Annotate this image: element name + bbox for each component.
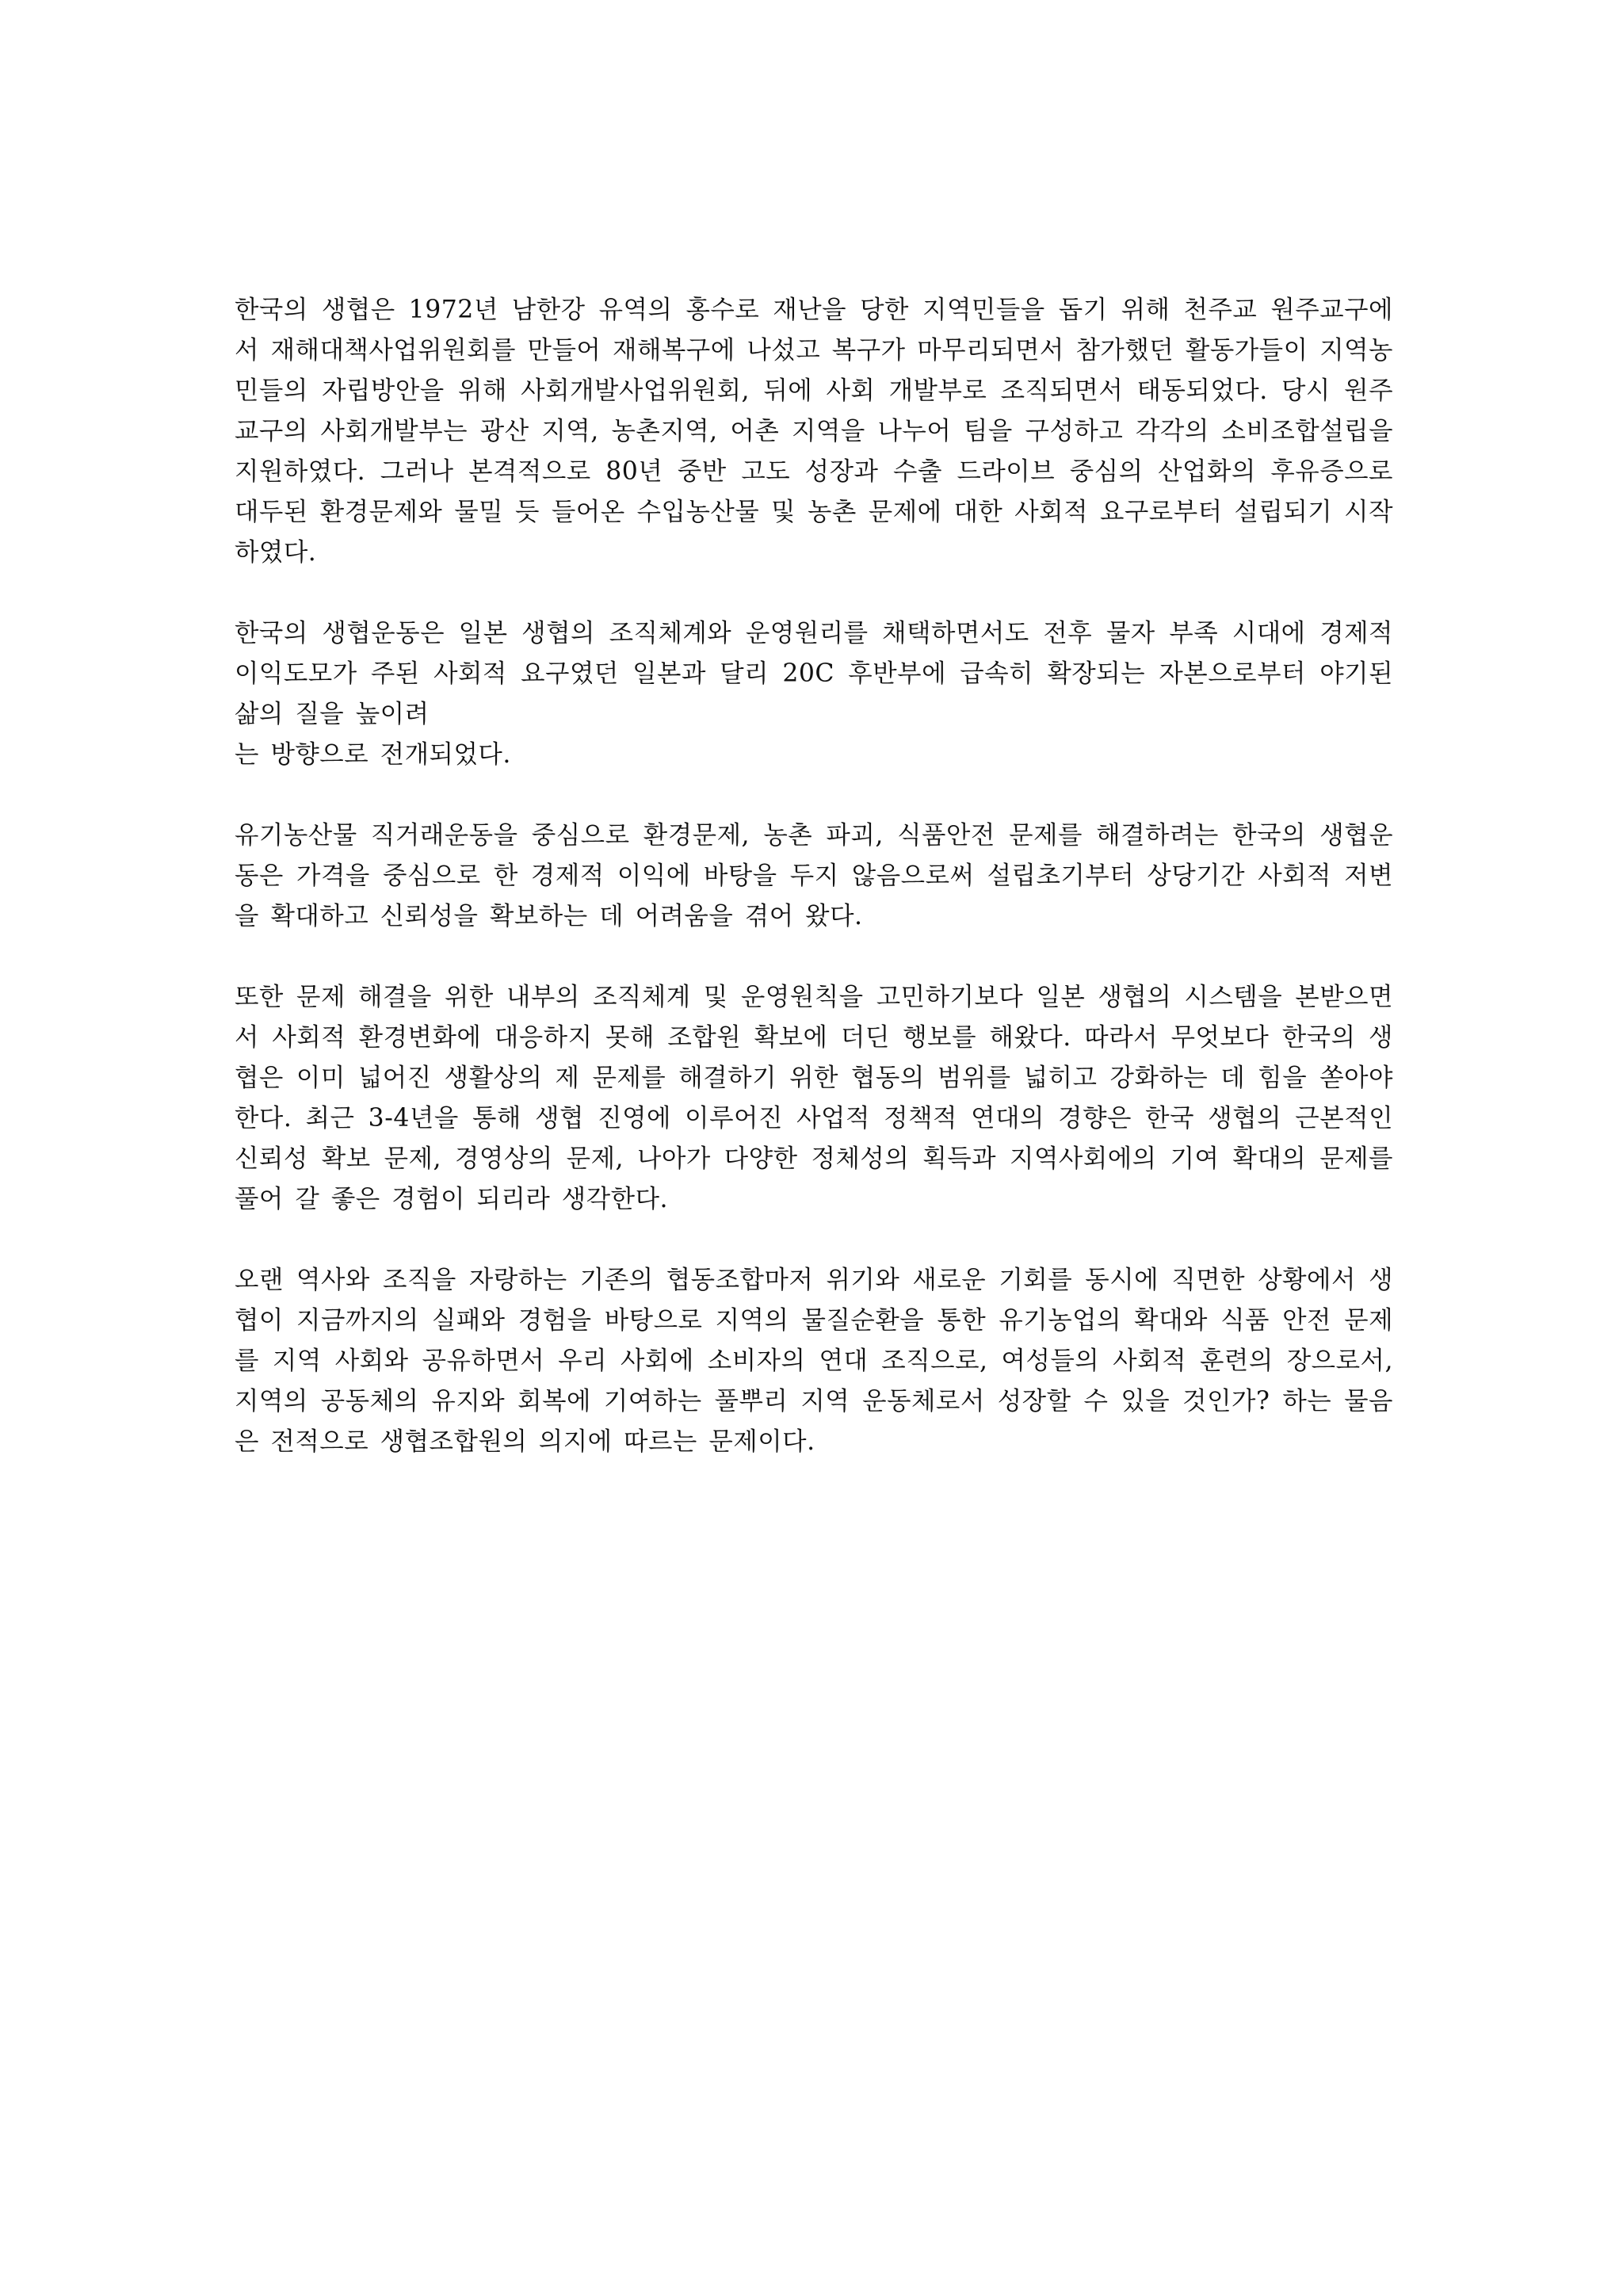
paragraph-organic-trade [235, 816, 1393, 937]
paragraph-challenges [235, 977, 1393, 1220]
paragraph-origin [235, 290, 1393, 573]
paragraph-comparison-japan [235, 613, 1393, 775]
paragraph-text: 한국의 생협운동은 일본 생협의 조직체계와 운영원리를 채택하면서도 전후 물자 부족 시대에 경제적 이익도모가 주된 사회적 요구였던 일본과 달리 20C 후반부에 급속히 확장되는 자본으로부터 야기된 삶의 질을 높이려 [235, 619, 1393, 728]
paragraph-text: 유기농산물 직거래운동을 중심으로 환경문제, 농촌 파괴, 식품안전 문제를 해결하려는 한국의 생협운동은 가격을 중심으로 한 경제적 이익에 바탕을 두지 않음으로써 설립초기부터 상당기간 사회적 저변을 확대하고 신뢰성을 확보하는 데 어려움을 겪어 왔다. [235, 821, 1393, 930]
paragraph-text: 한국의 생협은 1972년 남한강 유역의 홍수로 재난을 당한 지역민들을 돕기 위해 천주교 원주교구에서 재해대책사업위원회를 만들어 재해복구에 나섰고 복구가 마무리되면서 참가했던 활동가들이 지역농민들의 자립방안을 위해 사회개발사업위원회, 뒤에 사회 개발부로 조직되면서 태동되었다. 당시 원주교구의 사회개발부는 광산 지역, 농촌지역, 어촌 지역을 나누어 팀을 구성하고 각각의 소비조합설립을 지원하였다. 그러나 본격적으로 80년 중반 고도 성장과 수출 드라이브 중심의 산업화의 후유증으로 대두된 환경문제와 물밀 듯 들어온 수입농산물 및 농촌 문제에 대한 사회적 요구로부터 설립되기 시작하였다. [235, 296, 1393, 567]
paragraph-text: 오랜 역사와 조직을 자랑하는 기존의 협동조합마저 위기와 새로운 기회를 동시에 직면한 상황에서 생협이 지금까지의 실패와 경험을 바탕으로 지역의 물질순환을 통한 유기농업의 확대와 식품 안전 문제를 지역 사회와 공유하면서 우리 사회에 소비자의 연대 조직으로, 여성들의 사회적 훈련의 장으로서, 지역의 공동체의 유지와 회복에 기여하는 풀뿌리 지역 운동체로서 성장할 수 있을 것인가? 하는 물음은 전적으로 생협조합원의 의지에 따르는 문제이다. [235, 1266, 1393, 1456]
paragraph-text-continuation: 는 방향으로 전개되었다. [235, 740, 511, 769]
document-body [235, 290, 1393, 1503]
paragraph-text: 또한 문제 해결을 위한 내부의 조직체계 및 운영원칙을 고민하기보다 일본 생협의 시스템을 본받으면서 사회적 환경변화에 대응하지 못해 조합원 확보에 더딘 행보를 해왔다. 따라서 무엇보다 한국의 생협은 이미 넓어진 생활상의 제 문제를 해결하기 위한 협동의 범위를 넓히고 강화하는 데 힘을 쏟아야 한다. 최근 3-4년을 통해 생협 진영에 이루어진 사업적 정책적 연대의 경향은 한국 생협의 근본적인 신뢰성 확보 문제, 경영상의 문제, 나아가 다양한 정체성의 획득과 지역사회에의 기여 확대의 문제를 풀어 갈 좋은 경험이 되리라 생각한다. [235, 983, 1393, 1213]
paragraph-conclusion [235, 1260, 1393, 1462]
